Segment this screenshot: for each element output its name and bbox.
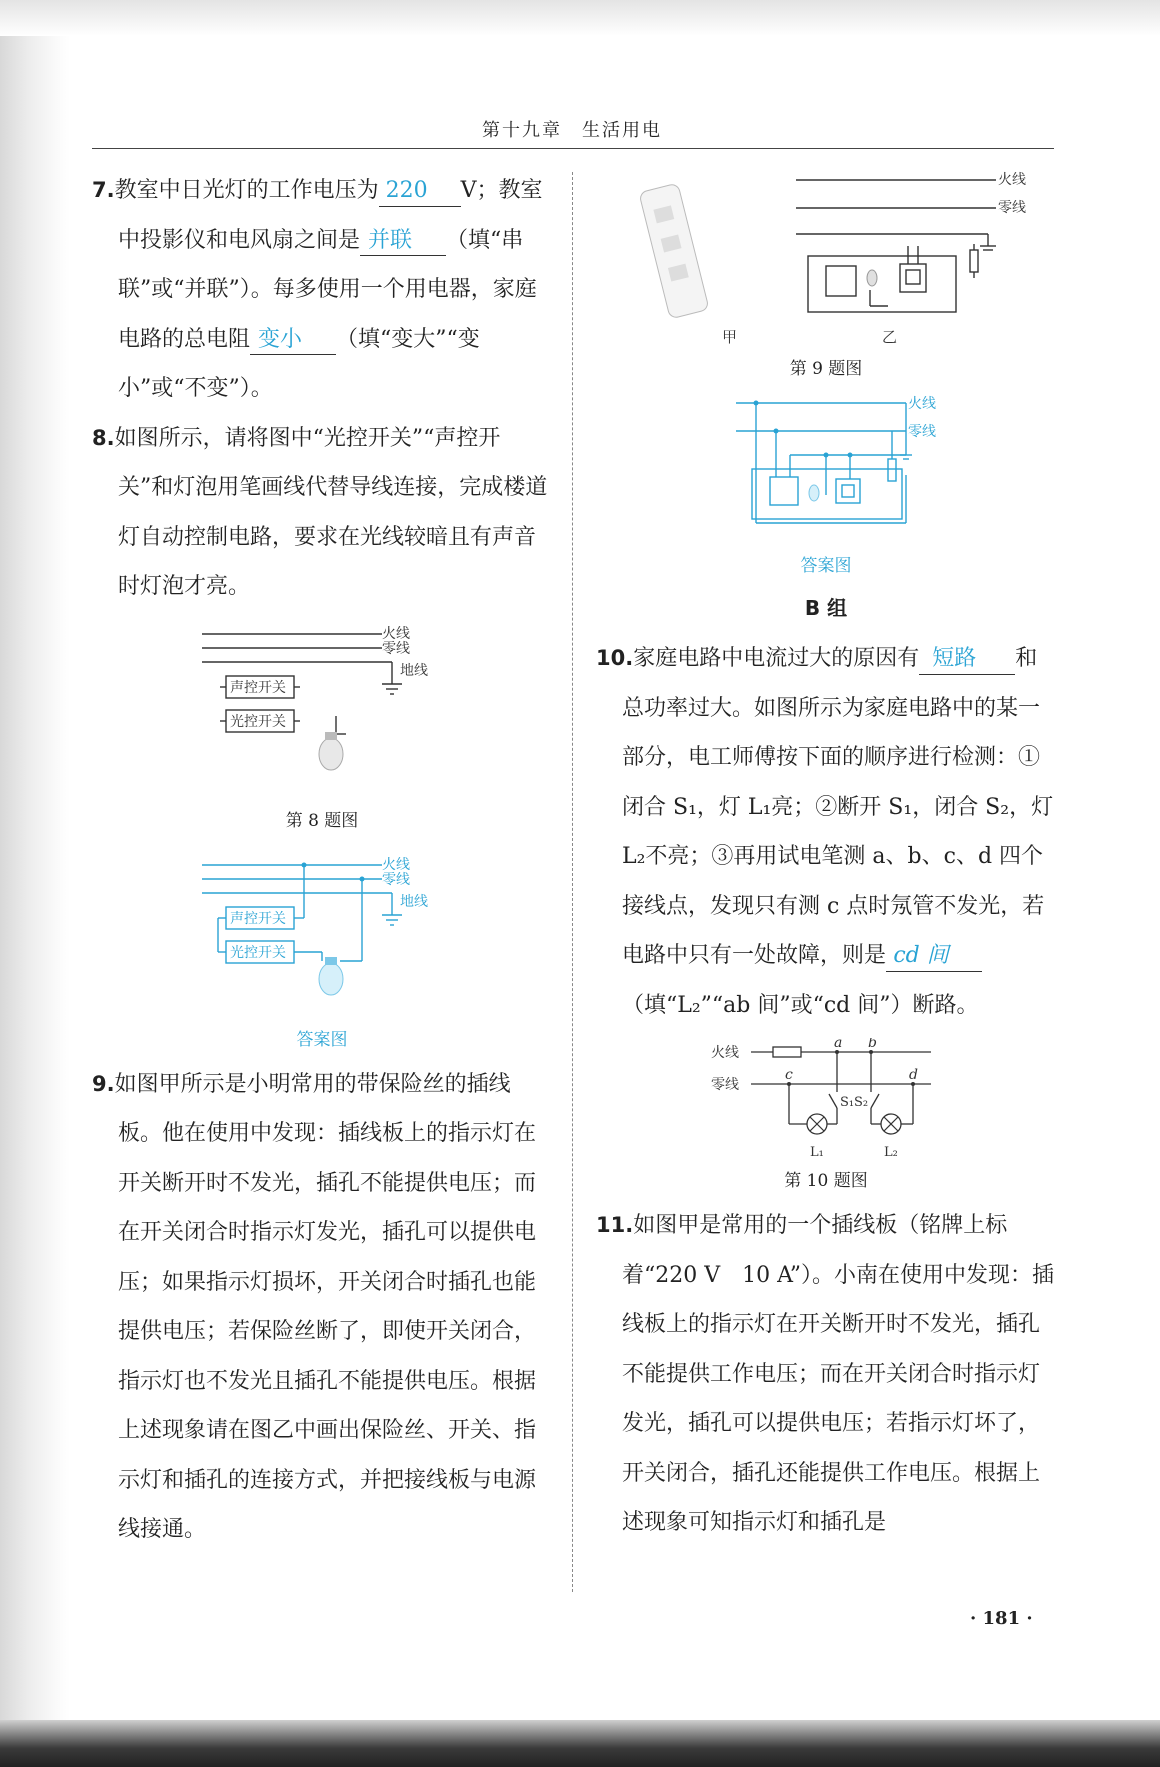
- zero-line-label: 零线: [382, 871, 410, 888]
- light-switch-label: 光控开关: [230, 713, 286, 730]
- question-number: 7.: [92, 178, 115, 202]
- question-10: 10.家庭电路中电流过大的原因有 短路 和总功率过大。如图所示为家庭电路中的某一部分，电工师傅按下面的顺序进行检测：①闭合 S₁，灯 L₁亮；②断开 S₁，闭合 S₂，灯 L₂不亮；③再用试电笔测 a、b、c、d 四个接线点，发现只有测 c 点时氖管不发光，若电路中只有一处故障，则是 cd 间（填“L₂”“ab 间”或“cd 间”）断路。: [596, 646, 1054, 1018]
- fire-line-label: 火线: [711, 1045, 739, 1061]
- question-9: 9.如图甲所示是小明常用的带保险丝的插线板。他在使用中发现：插线板上的指示灯在开关断开时不发光，插孔不能提供电压；而在开关闭合时指示灯发光，插孔可以提供电压；如果指示灯损坏，开关闭合时插孔也能提供电压；若保险丝断了，即使开关闭合，指示灯也不发光且插孔不能提供电压。根据上述现象请在图乙中画出保险丝、开关、指示灯和插孔的连接方式，并把接线板与电源线接通。: [92, 1071, 537, 1542]
- zero-line-label: 零线: [711, 1077, 739, 1093]
- answer-blank-resistance: 变小: [250, 326, 336, 356]
- ground-line-label: 地线: [400, 893, 428, 910]
- header-rule: [92, 148, 1054, 149]
- figure-8-caption: 第 8 题图: [285, 810, 359, 831]
- figure-9-answer: [696, 395, 956, 545]
- question-number: 9.: [92, 1071, 115, 1096]
- answer-blank-fault: cd 间: [886, 942, 982, 972]
- group-b-heading: B 组: [804, 596, 848, 620]
- column-divider: [572, 172, 573, 1592]
- figure-8-answer-caption: 答案图: [296, 1029, 348, 1050]
- switch-s2-label: S₂: [854, 1095, 869, 1110]
- fire-line-label: 火线: [908, 396, 936, 412]
- viewer-bottom-edge: [0, 1720, 1160, 1767]
- answer-blank-voltage: 220: [379, 177, 461, 207]
- fire-line-label: 火线: [382, 856, 410, 873]
- circuit-diagram-8-answer: [192, 857, 452, 1017]
- figure-8: [192, 626, 452, 806]
- zero-line-label: 零线: [998, 200, 1026, 216]
- fire-line-label: 火线: [382, 625, 410, 642]
- point-d-label: d: [909, 1067, 918, 1083]
- question-11: 11.如图甲是常用的一个插线板（铭牌上标着“220 V 10 A”）。小南在使用中发现：插线板上的指示灯在开关断开时不发光，插孔不能提供工作电压；而在开关闭合时指示灯发光，插孔可以提供电压；若指示灯坏了，开关闭合，插孔还能提供工作电压。根据上述现象可知指示灯和插孔是: [596, 1213, 1055, 1535]
- circuit-diagram-10: [711, 1038, 941, 1166]
- sound-switch-label: 声控开关: [230, 679, 286, 696]
- fire-line-label: 火线: [998, 172, 1026, 188]
- figure-8-answer: [192, 857, 452, 1017]
- question-7: 7.教室中日光灯的工作电压为 220 V；教室中投影仪和电风扇之间是 并联 （填“串联”或“并联”）。每多使用一个用电器，家庭电路的总电阻 变小 （填“变大”“变小”或“不变”）。: [92, 178, 543, 401]
- point-b-label: b: [868, 1038, 877, 1051]
- circuit-diagram-9-answer: [696, 395, 956, 545]
- zero-line-label: 零线: [382, 640, 410, 657]
- right-column: [596, 166, 1056, 1548]
- question-number: 8.: [92, 425, 115, 450]
- answer-blank-connection: 并联: [360, 227, 446, 257]
- figure-10: [711, 1038, 941, 1166]
- figure-jia-label: 甲: [722, 328, 738, 346]
- question-8: 8.如图所示，请将图中“光控开关”“声控开关”和灯泡用笔画线代替导线连接，完成楼道灯自动控制电路，要求在光线较暗且有声音时灯泡才亮。: [92, 425, 548, 599]
- figure-yi-label: 乙: [882, 328, 898, 346]
- ground-line-label: 地线: [400, 662, 428, 679]
- chapter-header: 第十九章 生活用电: [482, 120, 662, 141]
- answer-blank-cause: 短路: [919, 645, 1015, 675]
- left-column: [92, 166, 552, 1555]
- question-number: 11.: [596, 1213, 634, 1237]
- page-number: · 181 ·: [970, 1608, 1033, 1629]
- lamp-l2-label: L₂: [884, 1145, 898, 1160]
- figure-10-caption: 第 10 题图: [784, 1171, 868, 1191]
- circuit-diagram-8: [192, 626, 452, 806]
- point-c-label: c: [785, 1067, 793, 1083]
- sound-switch-label: 声控开关: [230, 910, 286, 927]
- question-number: 10.: [596, 646, 634, 670]
- lamp-l1-label: L₁: [810, 1145, 824, 1160]
- power-strip-illustration: [639, 183, 709, 319]
- light-switch-label: 光控开关: [230, 944, 286, 961]
- figure-9-caption: 第 9 题图: [789, 359, 863, 379]
- figure-9-answer-caption: 答案图: [800, 556, 852, 576]
- zero-line-label: 零线: [908, 424, 936, 440]
- figure-9: [616, 166, 1036, 354]
- circuit-diagram-9: [616, 166, 1036, 354]
- point-a-label: a: [834, 1038, 843, 1051]
- switch-s1-label: S₁: [840, 1095, 855, 1110]
